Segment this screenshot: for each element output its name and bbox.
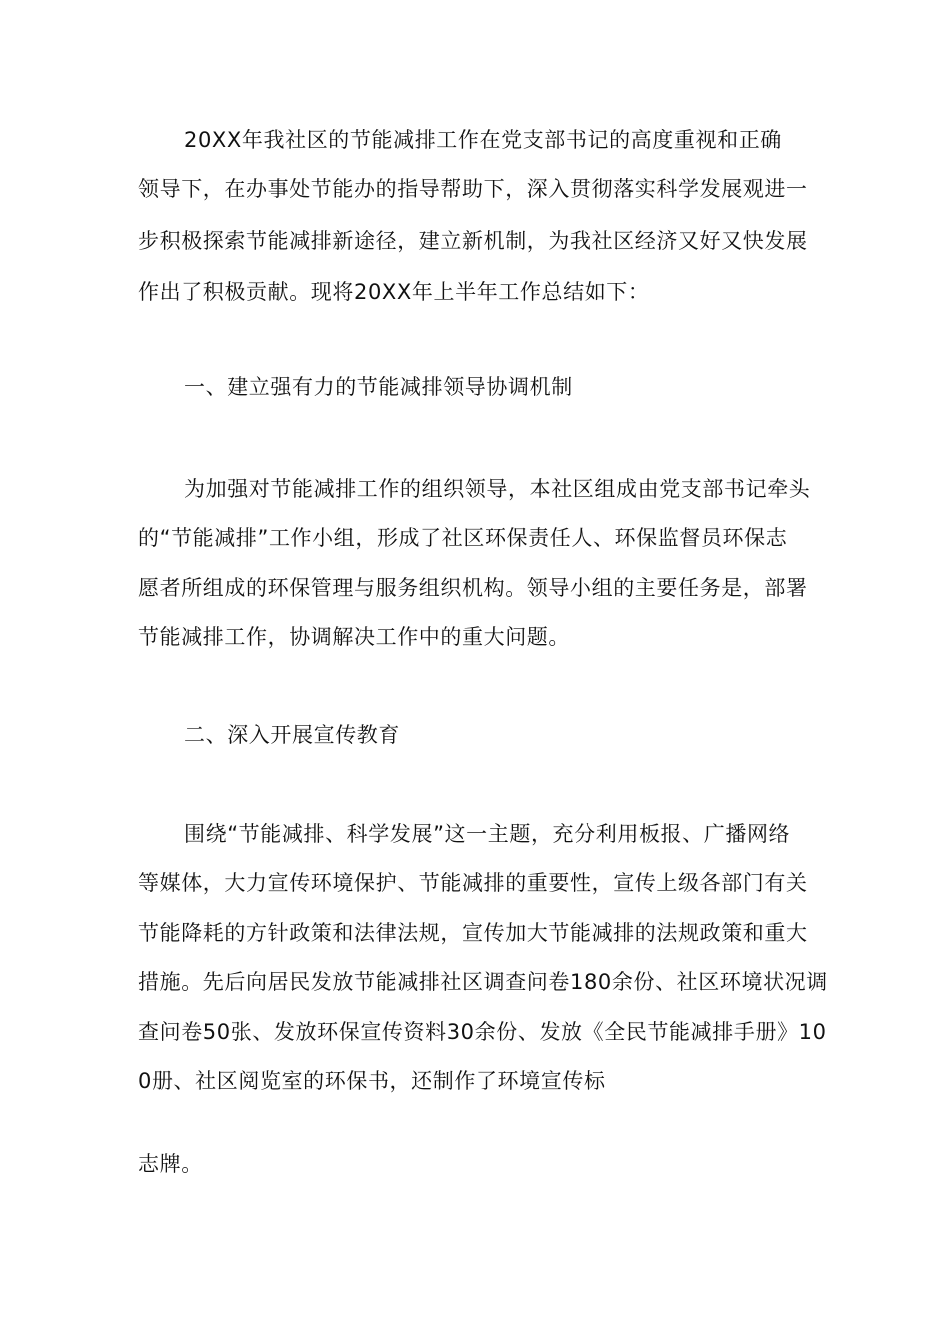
paragraph-2-line-3: 愿者所组成的环保管理与服务组织机构。领导小组的主要任务是，部署 <box>138 576 808 600</box>
paragraph-3-line-6: 0册、社区阅览室的环保书，还制作了环境宣传标 <box>138 1069 606 1093</box>
paragraph-1-line-3: 步积极探索节能减排新途径，建立新机制，为我社区经济又好又快发展 <box>138 229 808 253</box>
paragraph-2-line-1: 为加强对节能减排工作的组织领导，本社区组成由党支部书记牵头 <box>184 477 811 501</box>
paragraph-3-tail: 志牌。 <box>138 1152 203 1176</box>
paragraph-1-line-1: 20XX年我社区的节能减排工作在党支部书记的高度重视和正确 <box>184 128 782 152</box>
paragraph-1-line-4: 作出了积极贡献。现将20XX年上半年工作总结如下： <box>138 280 650 304</box>
paragraph-3-line-5: 查问卷50张、发放环保宣传资料30余份、发放《全民节能减排手册》10 <box>138 1020 827 1044</box>
section-heading-2: 二、深入开展宣传教育 <box>184 723 400 747</box>
paragraph-3-line-1: 围绕“节能减排、科学发展”这一主题，充分利用板报、广播网络 <box>184 822 791 846</box>
section-heading-1: 一、建立强有力的节能减排领导协调机制 <box>184 375 573 399</box>
paragraph-2-line-4: 节能减排工作，协调解决工作中的重大问题。 <box>138 625 570 649</box>
paragraph-3-line-4: 措施。先后向居民发放节能减排社区调查问卷180余份、社区环境状况调 <box>138 970 828 994</box>
paragraph-3-line-3: 节能降耗的方针政策和法律法规，宣传加大节能减排的法规政策和重大 <box>138 921 808 945</box>
paragraph-3-line-2: 等媒体，大力宣传环境保护、节能减排的重要性，宣传上级各部门有关 <box>138 871 808 895</box>
paragraph-1-line-2: 领导下，在办事处节能办的指导帮助下，深入贯彻落实科学发展观进一 <box>138 177 808 201</box>
paragraph-2-line-2: 的“节能减排”工作小组，形成了社区环保责任人、环保监督员环保志 <box>138 526 788 550</box>
